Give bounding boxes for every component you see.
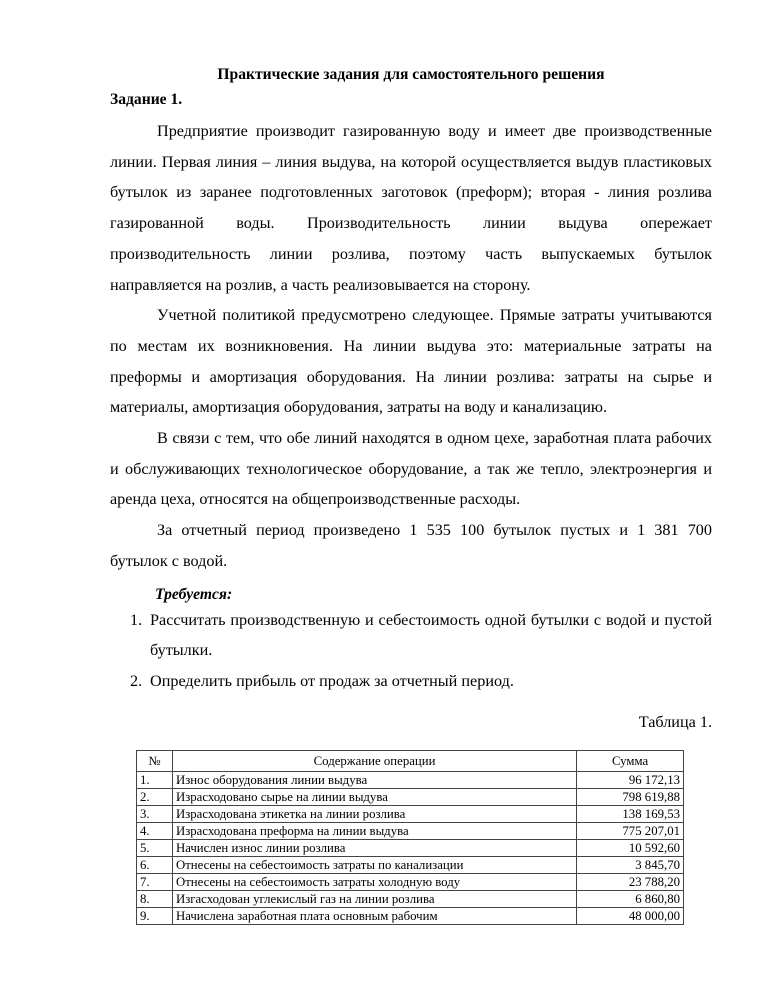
document-page xyxy=(110,64,712,733)
row-number: 1. xyxy=(137,772,173,789)
row-description: Израсходована этикетка на линии розлива xyxy=(172,806,576,823)
row-description: Израсходовано сырье на линии выдува xyxy=(172,789,576,806)
row-sum: 10 592,60 xyxy=(577,840,684,857)
row-number: 7. xyxy=(137,874,173,891)
header-sum: Сумма xyxy=(577,751,684,772)
row-sum: 23 788,20 xyxy=(577,874,684,891)
requirement-item xyxy=(110,666,712,697)
row-number: 9. xyxy=(137,908,173,925)
table-row xyxy=(137,874,684,891)
table-row xyxy=(137,891,684,908)
table-row xyxy=(137,772,684,789)
row-description: Отнесены на себестоимость затраты холодную воду xyxy=(172,874,576,891)
row-number: 8. xyxy=(137,891,173,908)
table-row xyxy=(137,789,684,806)
requirements-list xyxy=(110,605,712,697)
table-header-row xyxy=(137,751,684,772)
row-sum: 798 619,88 xyxy=(577,789,684,806)
requirement-text: Определить прибыль от продаж за отчетный период. xyxy=(150,671,514,690)
table-row xyxy=(137,823,684,840)
requirement-item xyxy=(110,605,712,666)
paragraph-overhead-costs: В связи с тем, что обе линий находятся в одном цехе, заработная плата рабочих и обслуживающих технологическое оборудование, а так же тепло, электроэнергия и аренда цеха, относятся на общепроизводственные расходы. xyxy=(110,429,712,509)
row-description: Израсходована преформа на линии выдува xyxy=(172,823,576,840)
paragraph-output-volume: За отчетный период произведено 1 535 100 бутылок пустых и 1 381 700 бутылок с водой. xyxy=(110,521,712,570)
table-row xyxy=(137,840,684,857)
requires-label: Требуется: xyxy=(155,585,233,603)
row-sum: 96 172,13 xyxy=(577,772,684,789)
row-number: 5. xyxy=(137,840,173,857)
row-number: 2. xyxy=(137,789,173,806)
paragraph-accounting-policy: Учетной политикой предусмотрено следующее. Прямые затраты учитываются по местам их возникновения. На линии выдува это: материальные затраты на преформы и амортизация оборудования. На линии розлива: затраты на сырье и материалы, амортизация оборудования, затраты на воду и канализацию. xyxy=(110,306,712,417)
row-sum: 6 860,80 xyxy=(577,891,684,908)
header-description: Содержание операции xyxy=(172,751,576,772)
paragraph-production-lines: Предприятие производит газированную воду и имеет две производственные линии. Первая линия – линия выдува, на которой осуществляется выдув пластиковых бутылок из заранее подготовленных заготовок (преформ); вторая - линия розлива газированной воды. Производительность линии выдува опережает производительность линии розлива, поэтому часть выпускаемых бутылок направляется на розлив, а часть реализовывается на сторону. xyxy=(110,122,712,294)
row-number: 6. xyxy=(137,857,173,874)
row-sum: 138 169,53 xyxy=(577,806,684,823)
row-sum: 3 845,70 xyxy=(577,857,684,874)
row-sum: 775 207,01 xyxy=(577,823,684,840)
row-description: Отнесены на себестоимость затраты по канализации xyxy=(172,857,576,874)
table-row xyxy=(137,806,684,823)
table-caption: Таблица 1. xyxy=(638,712,712,731)
header-number: № xyxy=(137,751,173,772)
row-description: Износ оборудования линии выдува xyxy=(172,772,576,789)
document-title: Практические задания для самостоятельного решения xyxy=(217,66,605,83)
row-description: Начислена заработная плата основным рабочим xyxy=(172,908,576,925)
requirement-number: 2. xyxy=(130,671,143,690)
task-heading: Задание 1. xyxy=(110,91,183,108)
row-description: Начислен износ линии розлива xyxy=(172,840,576,857)
operations-table xyxy=(136,750,684,925)
table-row xyxy=(137,857,684,874)
table-row xyxy=(137,908,684,925)
requirement-text: Рассчитать производственную и себестоимость одной бутылки с водой и пустой бутылки. xyxy=(150,610,712,660)
row-number: 3. xyxy=(137,806,173,823)
requirement-number: 1. xyxy=(130,610,143,629)
row-number: 4. xyxy=(137,823,173,840)
row-sum: 48 000,00 xyxy=(577,908,684,925)
row-description: Изгасходован углекислый газ на линии розлива xyxy=(172,891,576,908)
